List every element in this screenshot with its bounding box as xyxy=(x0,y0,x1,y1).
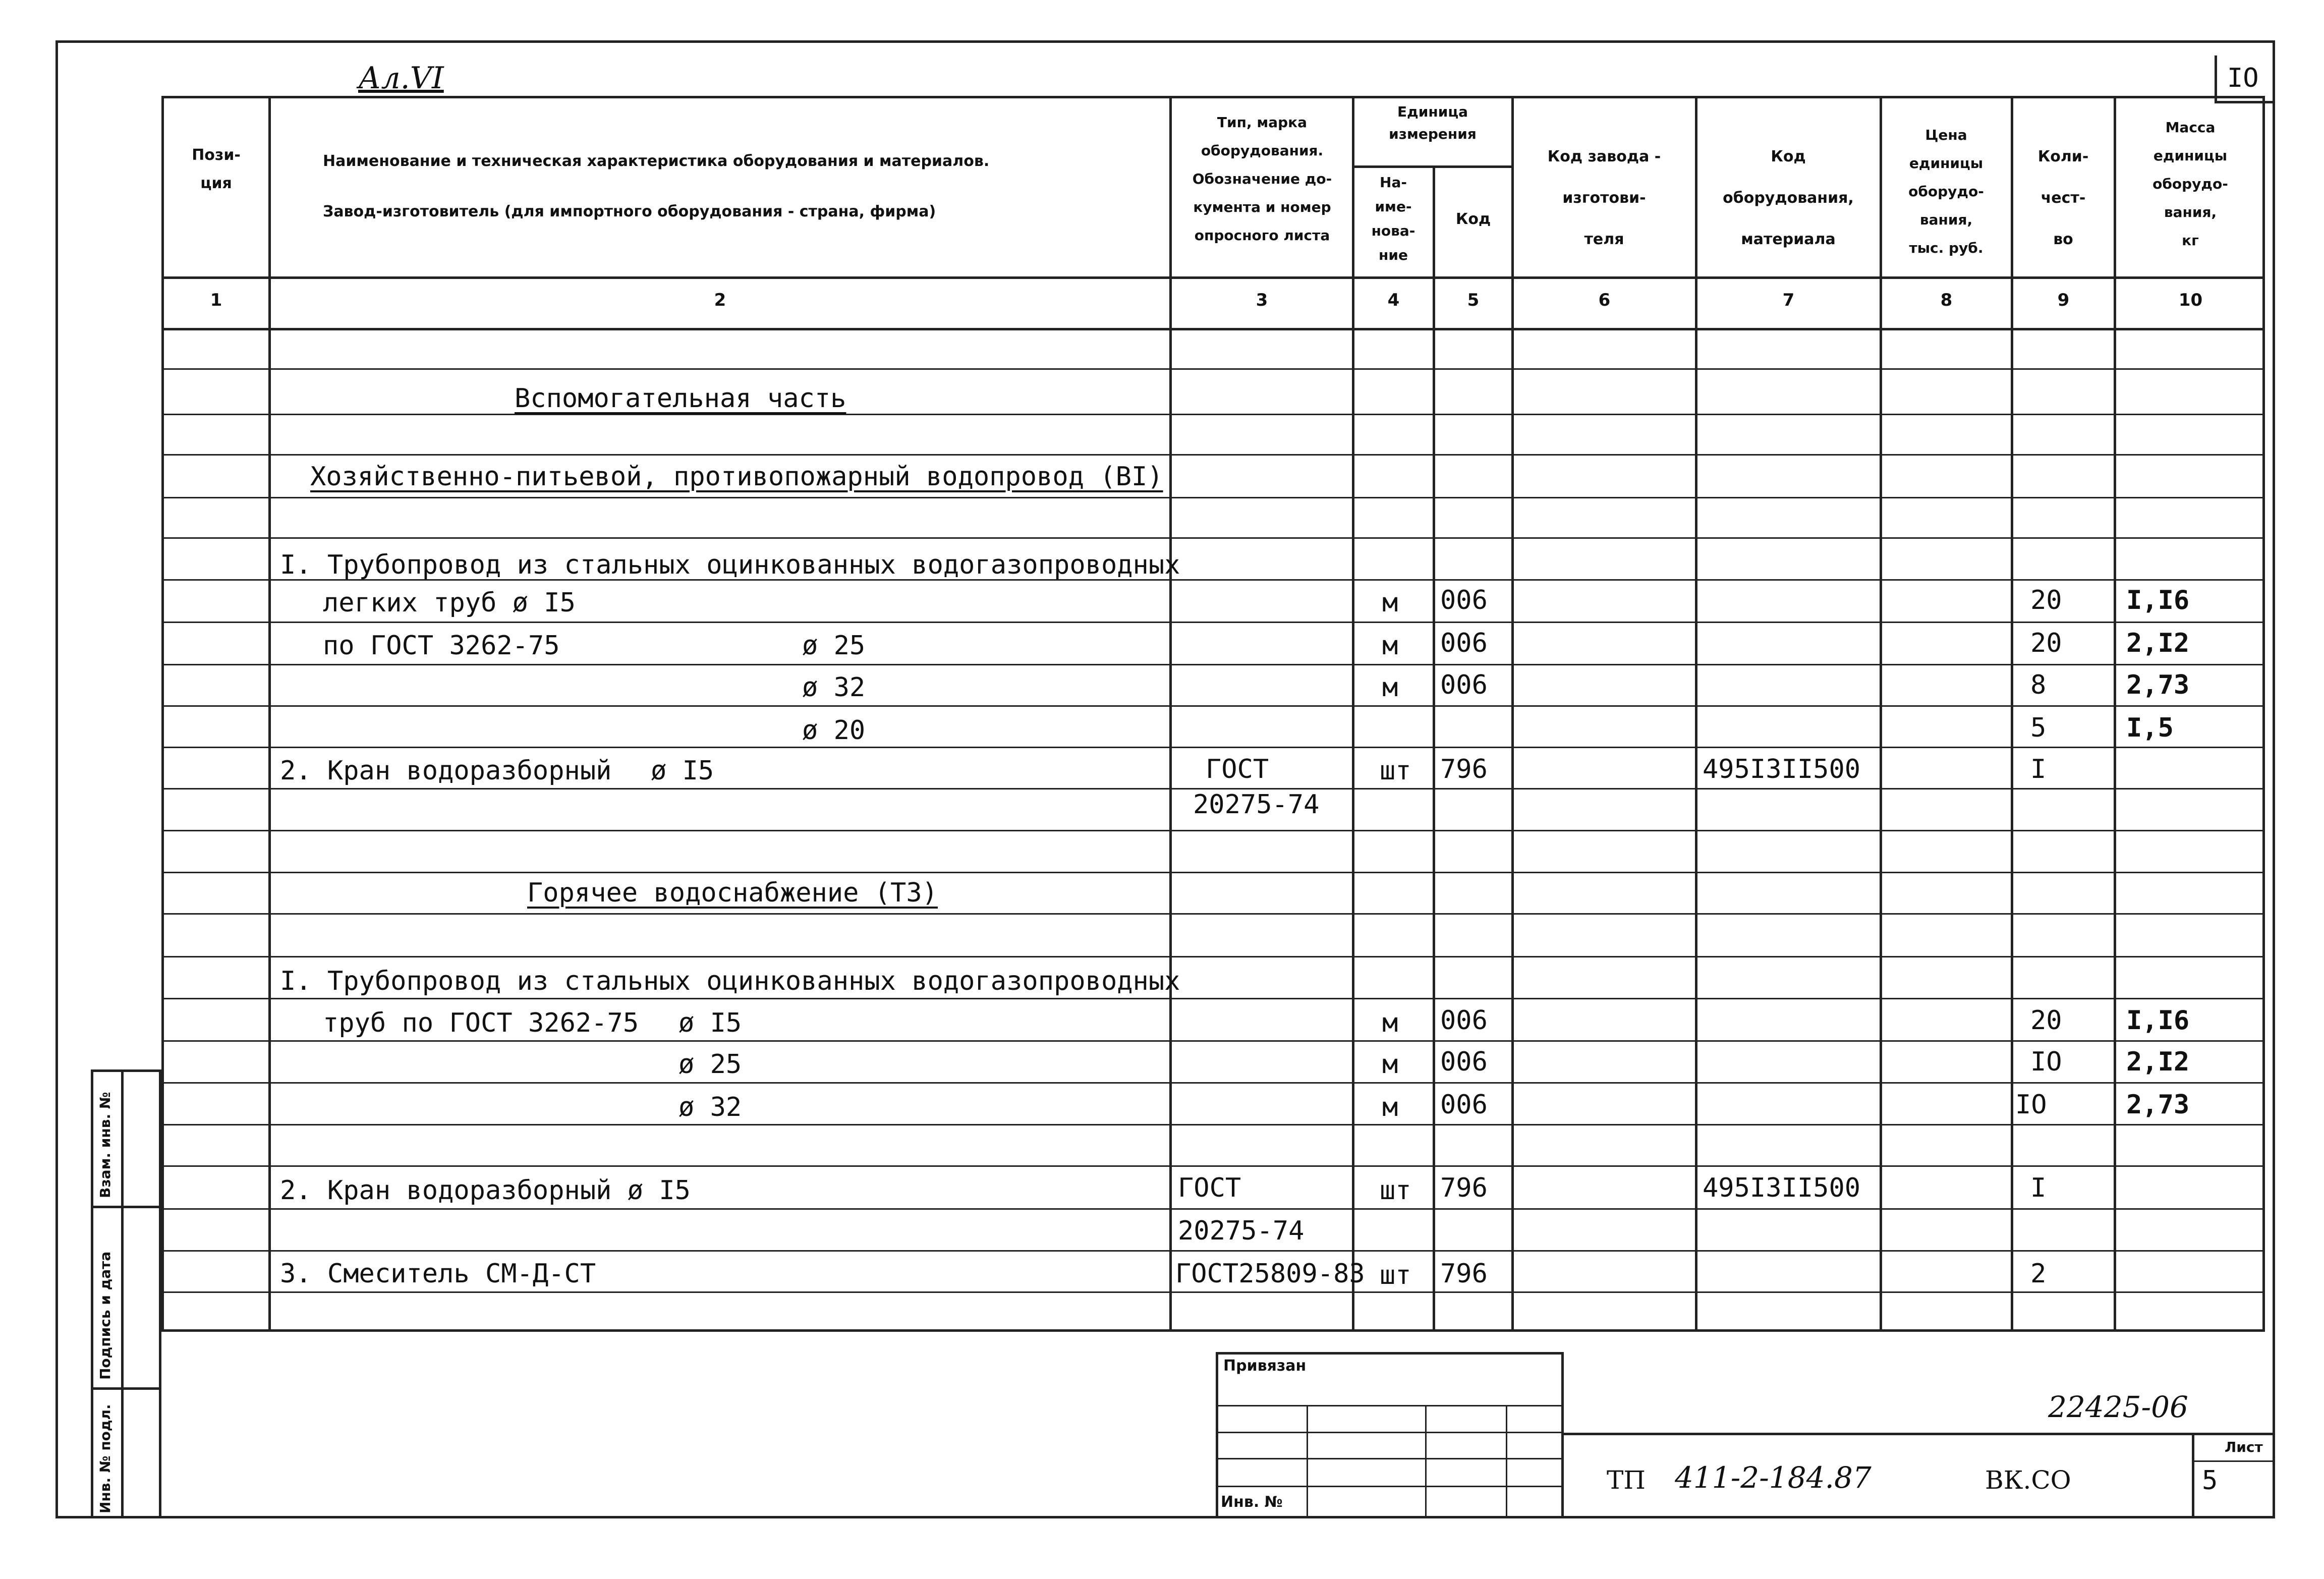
tp-number: 411-2-184.87 xyxy=(1675,1460,1872,1495)
pipe-size: ø I5 xyxy=(678,1008,742,1038)
bound-stamp-line xyxy=(1216,1486,1564,1487)
header-divider xyxy=(161,276,2265,279)
item-name: I. Трубопровод из стальных оцинкованных водогазопроводных xyxy=(280,550,1180,580)
unit-mass: 2,I2 xyxy=(2126,628,2190,658)
row-line xyxy=(161,1208,2265,1210)
tp-label: ТП xyxy=(1607,1465,1646,1495)
col-line xyxy=(1695,96,1697,1332)
bound-stamp-line xyxy=(1307,1405,1308,1518)
pipe-size: ø I5 xyxy=(651,756,714,786)
unit-code: 006 xyxy=(1440,670,1488,700)
doc-code: ВК.СО xyxy=(1985,1465,2071,1495)
quantity: IO xyxy=(2015,1090,2047,1120)
col-line xyxy=(1433,166,1435,1332)
unit-code: 006 xyxy=(1440,628,1488,658)
quantity: I xyxy=(2030,1173,2047,1203)
inv-label: Инв. № xyxy=(1221,1493,1283,1511)
row-line xyxy=(161,747,2265,748)
side-stamp-divider xyxy=(91,1387,161,1390)
bound-stamp-line xyxy=(1425,1405,1427,1518)
unit-mass: 2,73 xyxy=(2126,670,2190,700)
header-plant-code: Код завода - изготови- теля xyxy=(1547,148,1661,248)
sheet-number-divider xyxy=(2192,1460,2275,1462)
title-block-top xyxy=(1564,1433,2275,1435)
unit-name: м xyxy=(1382,1008,1398,1038)
header-mass: Масса единицы оборудо- вания, кг xyxy=(2152,119,2228,249)
row-line xyxy=(161,1040,2265,1042)
unit-name: м xyxy=(1382,1049,1398,1080)
unit-code: 796 xyxy=(1440,1173,1488,1203)
pipe-size: ø 25 xyxy=(802,631,866,661)
column-number: 3 xyxy=(1256,290,1268,310)
col-line xyxy=(2011,96,2013,1332)
bound-stamp-line xyxy=(1216,1458,1564,1459)
sheet-label: Лист xyxy=(2225,1439,2263,1455)
row-line xyxy=(161,872,2265,873)
item-name: легких труб ø I5 xyxy=(323,588,576,618)
bound-stamp-line xyxy=(1216,1405,1564,1406)
quantity: IO xyxy=(2030,1047,2062,1077)
header-unit-group: Единица измерения xyxy=(1389,103,1477,142)
row-line xyxy=(161,1124,2265,1125)
pipe-size: ø 20 xyxy=(802,715,866,746)
unit-code: 006 xyxy=(1440,1047,1488,1077)
colnum-divider xyxy=(161,328,2265,330)
col-line xyxy=(1880,96,1882,1332)
type-mark: ГОСТ xyxy=(1178,1173,1241,1203)
header-equipment-code: Код оборудования, материала xyxy=(1723,148,1854,248)
unit-name: м xyxy=(1382,672,1398,703)
unit-code: 006 xyxy=(1440,585,1488,615)
unit-mass: 2,I2 xyxy=(2126,1047,2190,1077)
side-label-original-inv: Инв. № подл. xyxy=(97,1404,114,1513)
unit-name: м xyxy=(1382,631,1398,661)
row-line xyxy=(161,956,2265,957)
row-line xyxy=(161,664,2265,665)
column-number: 10 xyxy=(2178,290,2203,310)
col-line xyxy=(2114,96,2116,1332)
header-unit-name: На- име- нова- ние xyxy=(1371,174,1415,263)
row-line xyxy=(161,1165,2265,1167)
side-label-replacement-inv: Взам. инв. № xyxy=(97,1092,114,1198)
doc-number: 22425-06 xyxy=(2048,1390,2188,1424)
col-line xyxy=(1511,96,1514,1332)
type-mark: ГОСТ25809-83 xyxy=(1175,1259,1365,1289)
quantity: 20 xyxy=(2030,1005,2062,1036)
bound-stamp-line xyxy=(1506,1405,1507,1518)
header-position: Пози- ция xyxy=(192,146,241,192)
header-unit-code: Код xyxy=(1455,210,1491,228)
row-line xyxy=(161,368,2265,370)
side-label-signature-date: Подпись и дата xyxy=(97,1251,114,1380)
header-name: Наименование и техническая характеристика оборудования и материалов. Завод-изготовитель (для импортного оборудования - страна, фирма) xyxy=(323,152,990,220)
col-line xyxy=(1169,96,1172,1332)
column-number: 4 xyxy=(1387,290,1400,310)
quantity: 20 xyxy=(2030,585,2062,615)
unit-code: 006 xyxy=(1440,1090,1488,1120)
spec-table xyxy=(161,96,2265,1332)
col-line xyxy=(1352,96,1354,1332)
row-line xyxy=(161,414,2265,415)
bound-label: Привязан xyxy=(1223,1357,1307,1375)
row-line xyxy=(161,1082,2265,1084)
type-mark: 20275-74 xyxy=(1193,790,1320,820)
item-name: труб по ГОСТ 3262-75 xyxy=(323,1008,639,1038)
column-number: 1 xyxy=(210,290,222,310)
row-line xyxy=(161,705,2265,707)
section-heading: Горячее водоснабжение (Т3) xyxy=(527,878,938,908)
album-ref-label: Ал.VI xyxy=(358,61,444,96)
column-number: 8 xyxy=(1940,290,1953,310)
type-mark: ГОСТ xyxy=(1206,754,1269,784)
pipe-size: ø 32 xyxy=(678,1092,742,1122)
column-number: 7 xyxy=(1782,290,1795,310)
unit-code: 796 xyxy=(1440,1259,1488,1289)
row-line xyxy=(161,998,2265,999)
section-heading: Вспомогательная часть xyxy=(515,383,846,414)
unit-name: шт xyxy=(1380,756,1411,786)
sheet-number: 5 xyxy=(2202,1465,2218,1496)
item-name: I. Трубопровод из стальных оцинкованных водогазопроводных xyxy=(280,966,1180,996)
quantity: 20 xyxy=(2030,628,2062,658)
row-line xyxy=(161,622,2265,623)
quantity: 8 xyxy=(2030,670,2047,700)
corner-number: IO xyxy=(2227,63,2259,93)
row-line xyxy=(161,1250,2265,1252)
item-name: по ГОСТ 3262-75 xyxy=(323,631,560,661)
column-number: 9 xyxy=(2057,290,2070,310)
header-type: Тип, марка оборудования. Обозначение до- кумента и номер опросного листа xyxy=(1192,114,1332,244)
col-line xyxy=(268,96,271,1332)
quantity: 5 xyxy=(2030,713,2047,743)
header-price: Цена единицы оборудо- вания, тыс. руб. xyxy=(1908,127,1984,256)
unit-name: м xyxy=(1382,588,1398,618)
equipment-code: 495I3II500 xyxy=(1703,754,1861,784)
unit-mass: I,I6 xyxy=(2126,1005,2190,1036)
section-heading: Хозяйственно-питьевой, противопожарный водопровод (BI) xyxy=(310,462,1163,492)
row-line xyxy=(161,497,2265,498)
row-line xyxy=(161,454,2265,456)
row-line xyxy=(161,913,2265,915)
unit-mass: I,5 xyxy=(2126,713,2174,743)
item-name: 2. Кран водоразборный ø I5 xyxy=(280,1175,691,1206)
pipe-size: ø 32 xyxy=(802,672,866,703)
unit-name: м xyxy=(1382,1092,1398,1122)
column-number: 2 xyxy=(714,290,726,310)
unit-name: шт xyxy=(1380,1260,1411,1290)
unit-group-divider xyxy=(1352,165,1511,168)
unit-mass: I,I6 xyxy=(2126,585,2190,615)
type-mark: 20275-74 xyxy=(1178,1216,1305,1246)
quantity: 2 xyxy=(2030,1259,2047,1289)
unit-code: 796 xyxy=(1440,754,1488,784)
equipment-code: 495I3II500 xyxy=(1703,1173,1861,1203)
row-line xyxy=(161,1291,2265,1293)
row-line xyxy=(161,830,2265,831)
unit-name: шт xyxy=(1380,1175,1411,1206)
item-name: 3. Смеситель СМ-Д-СТ xyxy=(280,1259,596,1289)
quantity: I xyxy=(2030,754,2047,784)
pipe-size: ø 25 xyxy=(678,1049,742,1080)
unit-code: 006 xyxy=(1440,1005,1488,1036)
side-stamp-divider xyxy=(91,1206,161,1208)
header-quantity: Коли- чест- во xyxy=(2037,148,2089,248)
column-number: 6 xyxy=(1598,290,1611,310)
column-number: 5 xyxy=(1467,290,1480,310)
row-line xyxy=(161,537,2265,539)
bound-stamp-line xyxy=(1216,1432,1564,1433)
unit-mass: 2,73 xyxy=(2126,1090,2190,1120)
item-name: 2. Кран водоразборный xyxy=(280,756,612,786)
side-stamp-divider xyxy=(121,1069,124,1518)
